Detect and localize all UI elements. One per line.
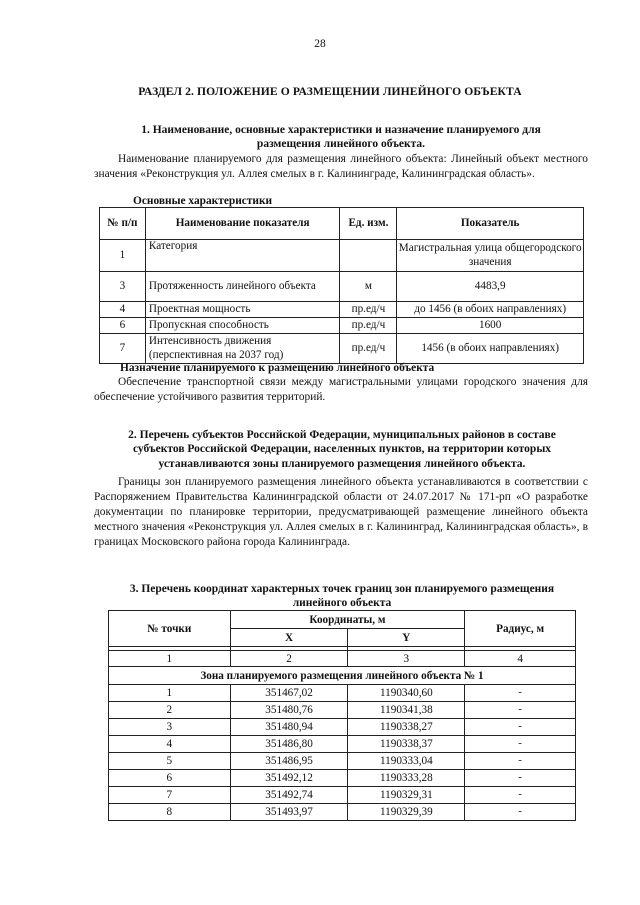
radius: - (465, 685, 576, 702)
coord-x: 351480,94 (230, 719, 348, 736)
table-row (100, 272, 584, 302)
table-cell: пр.ед/ч (340, 302, 397, 318)
table-row (109, 719, 576, 736)
coordinates-table (108, 610, 576, 821)
table-row (109, 787, 576, 804)
table-header-row (100, 208, 584, 240)
table-cell: 1600 (397, 318, 584, 334)
radius: - (465, 787, 576, 804)
column-number: 2 (230, 651, 348, 667)
table-cell: Интенсивность движения (перспективная на 2037 год) (145, 334, 340, 364)
coord-y: 1190329,39 (348, 804, 465, 821)
table-row (100, 302, 584, 318)
radius: - (465, 770, 576, 787)
coord-y: 1190333,28 (348, 770, 465, 787)
zone-title: Зона планируемого размещения линейного объекта № 1 (109, 667, 576, 685)
heading-2-line-2: субъектов Российской Федерации, населенных пунктов, на территории которых (132, 443, 552, 456)
heading-1-line-2: размещения линейного объекта. (256, 138, 426, 151)
coord-y: 1190341,38 (348, 702, 465, 719)
table-cell: 4483,9 (397, 272, 584, 302)
table-cell: 1 (100, 240, 146, 272)
zone-row (109, 667, 576, 685)
heading-3 (92, 582, 592, 611)
table-cell: Категория (145, 240, 340, 272)
table-row (109, 736, 576, 753)
table-cell: м (340, 272, 397, 302)
point-number: 7 (109, 787, 231, 804)
table-row (109, 770, 576, 787)
point-number: 8 (109, 804, 231, 821)
coord-y: 1190333,04 (348, 753, 465, 770)
heading-1-line-1: 1. Наименование, основные характеристики и назначение планируемого для (141, 124, 541, 136)
table-row (109, 702, 576, 719)
table-cell: 4 (100, 302, 146, 318)
purpose-title: Назначение планируемого к размещению линейного объекта (120, 362, 435, 374)
table-cell: Протяженность линейного объекта (145, 272, 340, 302)
table-cell: Магистральная улица общегородского значения (397, 240, 584, 272)
heading-3-line-1: 3. Перечень координат характерных точек границ зон планируемого размещения (129, 583, 555, 595)
column-number: 1 (109, 651, 231, 667)
table-cell: Проектная мощность (145, 302, 340, 318)
boundaries-paragraph: Границы зон планируемого размещения линейного объекта устанавливаются в соответствии с Распоряжением Правительства Калининградской области от 24.07.2017 № 171-рп «О разработке документации по планировке территории, предусматривающей размещение линейного объекта местного значения «Реконструкция ул. Аллея смелых в г. Калининград, Калининградская область», в границах Московского района города Калининграда. (94, 476, 588, 549)
heading-2-line-1: 2. Перечень субъектов Российской Федерации, муниципальных районов в составе (128, 429, 556, 441)
radius: - (465, 736, 576, 753)
header-radius: Радиус, м (465, 611, 576, 647)
table-cell: до 1456 (в обоих направлениях) (397, 302, 584, 318)
point-number: 3 (109, 719, 231, 736)
radius: - (465, 702, 576, 719)
heading-3-line-2: линейного объекта (292, 597, 392, 610)
coord-y: 1190329,31 (348, 787, 465, 804)
table-cell: 7 (100, 334, 146, 364)
coord-x: 351492,12 (230, 770, 348, 787)
header-cell: Наименование показателя (145, 208, 340, 240)
header-cell: № п/п (100, 208, 146, 240)
coord-x: 351493,97 (230, 804, 348, 821)
coord-y: 1190338,27 (348, 719, 465, 736)
table-row (100, 240, 584, 272)
column-number: 3 (348, 651, 465, 667)
table-header-row (109, 611, 576, 629)
point-number: 2 (109, 702, 231, 719)
heading-2 (92, 428, 592, 471)
table-cell: пр.ед/ч (340, 318, 397, 334)
header-point: № точки (109, 611, 231, 647)
table-row (100, 318, 584, 334)
radius: - (465, 719, 576, 736)
coord-x: 351480,76 (230, 702, 348, 719)
coord-x: 351467,02 (230, 685, 348, 702)
header-cell: Показатель (397, 208, 584, 240)
point-number: 4 (109, 736, 231, 753)
table-row (109, 804, 576, 821)
table-cell: 1456 (в обоих направлениях) (397, 334, 584, 364)
table-row (109, 685, 576, 702)
coord-x: 351486,80 (230, 736, 348, 753)
header-coords: Координаты, м (230, 611, 465, 629)
table-row (100, 334, 584, 364)
coord-y: 1190338,37 (348, 736, 465, 753)
purpose-paragraph: Обеспечение транспортной связи между магистральными улицами городского значения для обеспечение устойчивого развития территорий. (94, 376, 588, 404)
radius: - (465, 804, 576, 821)
table-cell: Пропускная способность (145, 318, 340, 334)
coord-y: 1190340,60 (348, 685, 465, 702)
paragraph-object-name: Наименование планируемого для размещения линейного объекта: Линейный объект местного значения «Реконструкция ул. Аллея смелых в г. Калининграде, Калининградская область». (94, 153, 588, 181)
table-cell: пр.ед/ч (340, 334, 397, 364)
section-title: РАЗДЕЛ 2. ПОЛОЖЕНИЕ О РАЗМЕЩЕНИИ ЛИНЕЙНОГО ОБЪЕКТА (138, 85, 522, 98)
radius: - (465, 753, 576, 770)
header-x: X (230, 629, 348, 647)
coord-x: 351492,74 (230, 787, 348, 804)
point-number: 5 (109, 753, 231, 770)
heading-2-line-3: устанавливаются зоны планируемого размещения линейного объекта. (158, 457, 526, 470)
table-cell (340, 240, 397, 272)
page-number: 28 (314, 38, 326, 50)
table-cell: 6 (100, 318, 146, 334)
heading-1 (96, 123, 586, 152)
characteristics-table (99, 207, 584, 364)
column-number-row (109, 651, 576, 667)
table-cell: 3 (100, 272, 146, 302)
header-cell: Ед. изм. (340, 208, 397, 240)
column-number: 4 (465, 651, 576, 667)
point-number: 1 (109, 685, 231, 702)
point-number: 6 (109, 770, 231, 787)
coord-x: 351486,95 (230, 753, 348, 770)
header-y: Y (348, 629, 465, 647)
table-row (109, 753, 576, 770)
characteristics-title: Основные характеристики (133, 195, 273, 207)
